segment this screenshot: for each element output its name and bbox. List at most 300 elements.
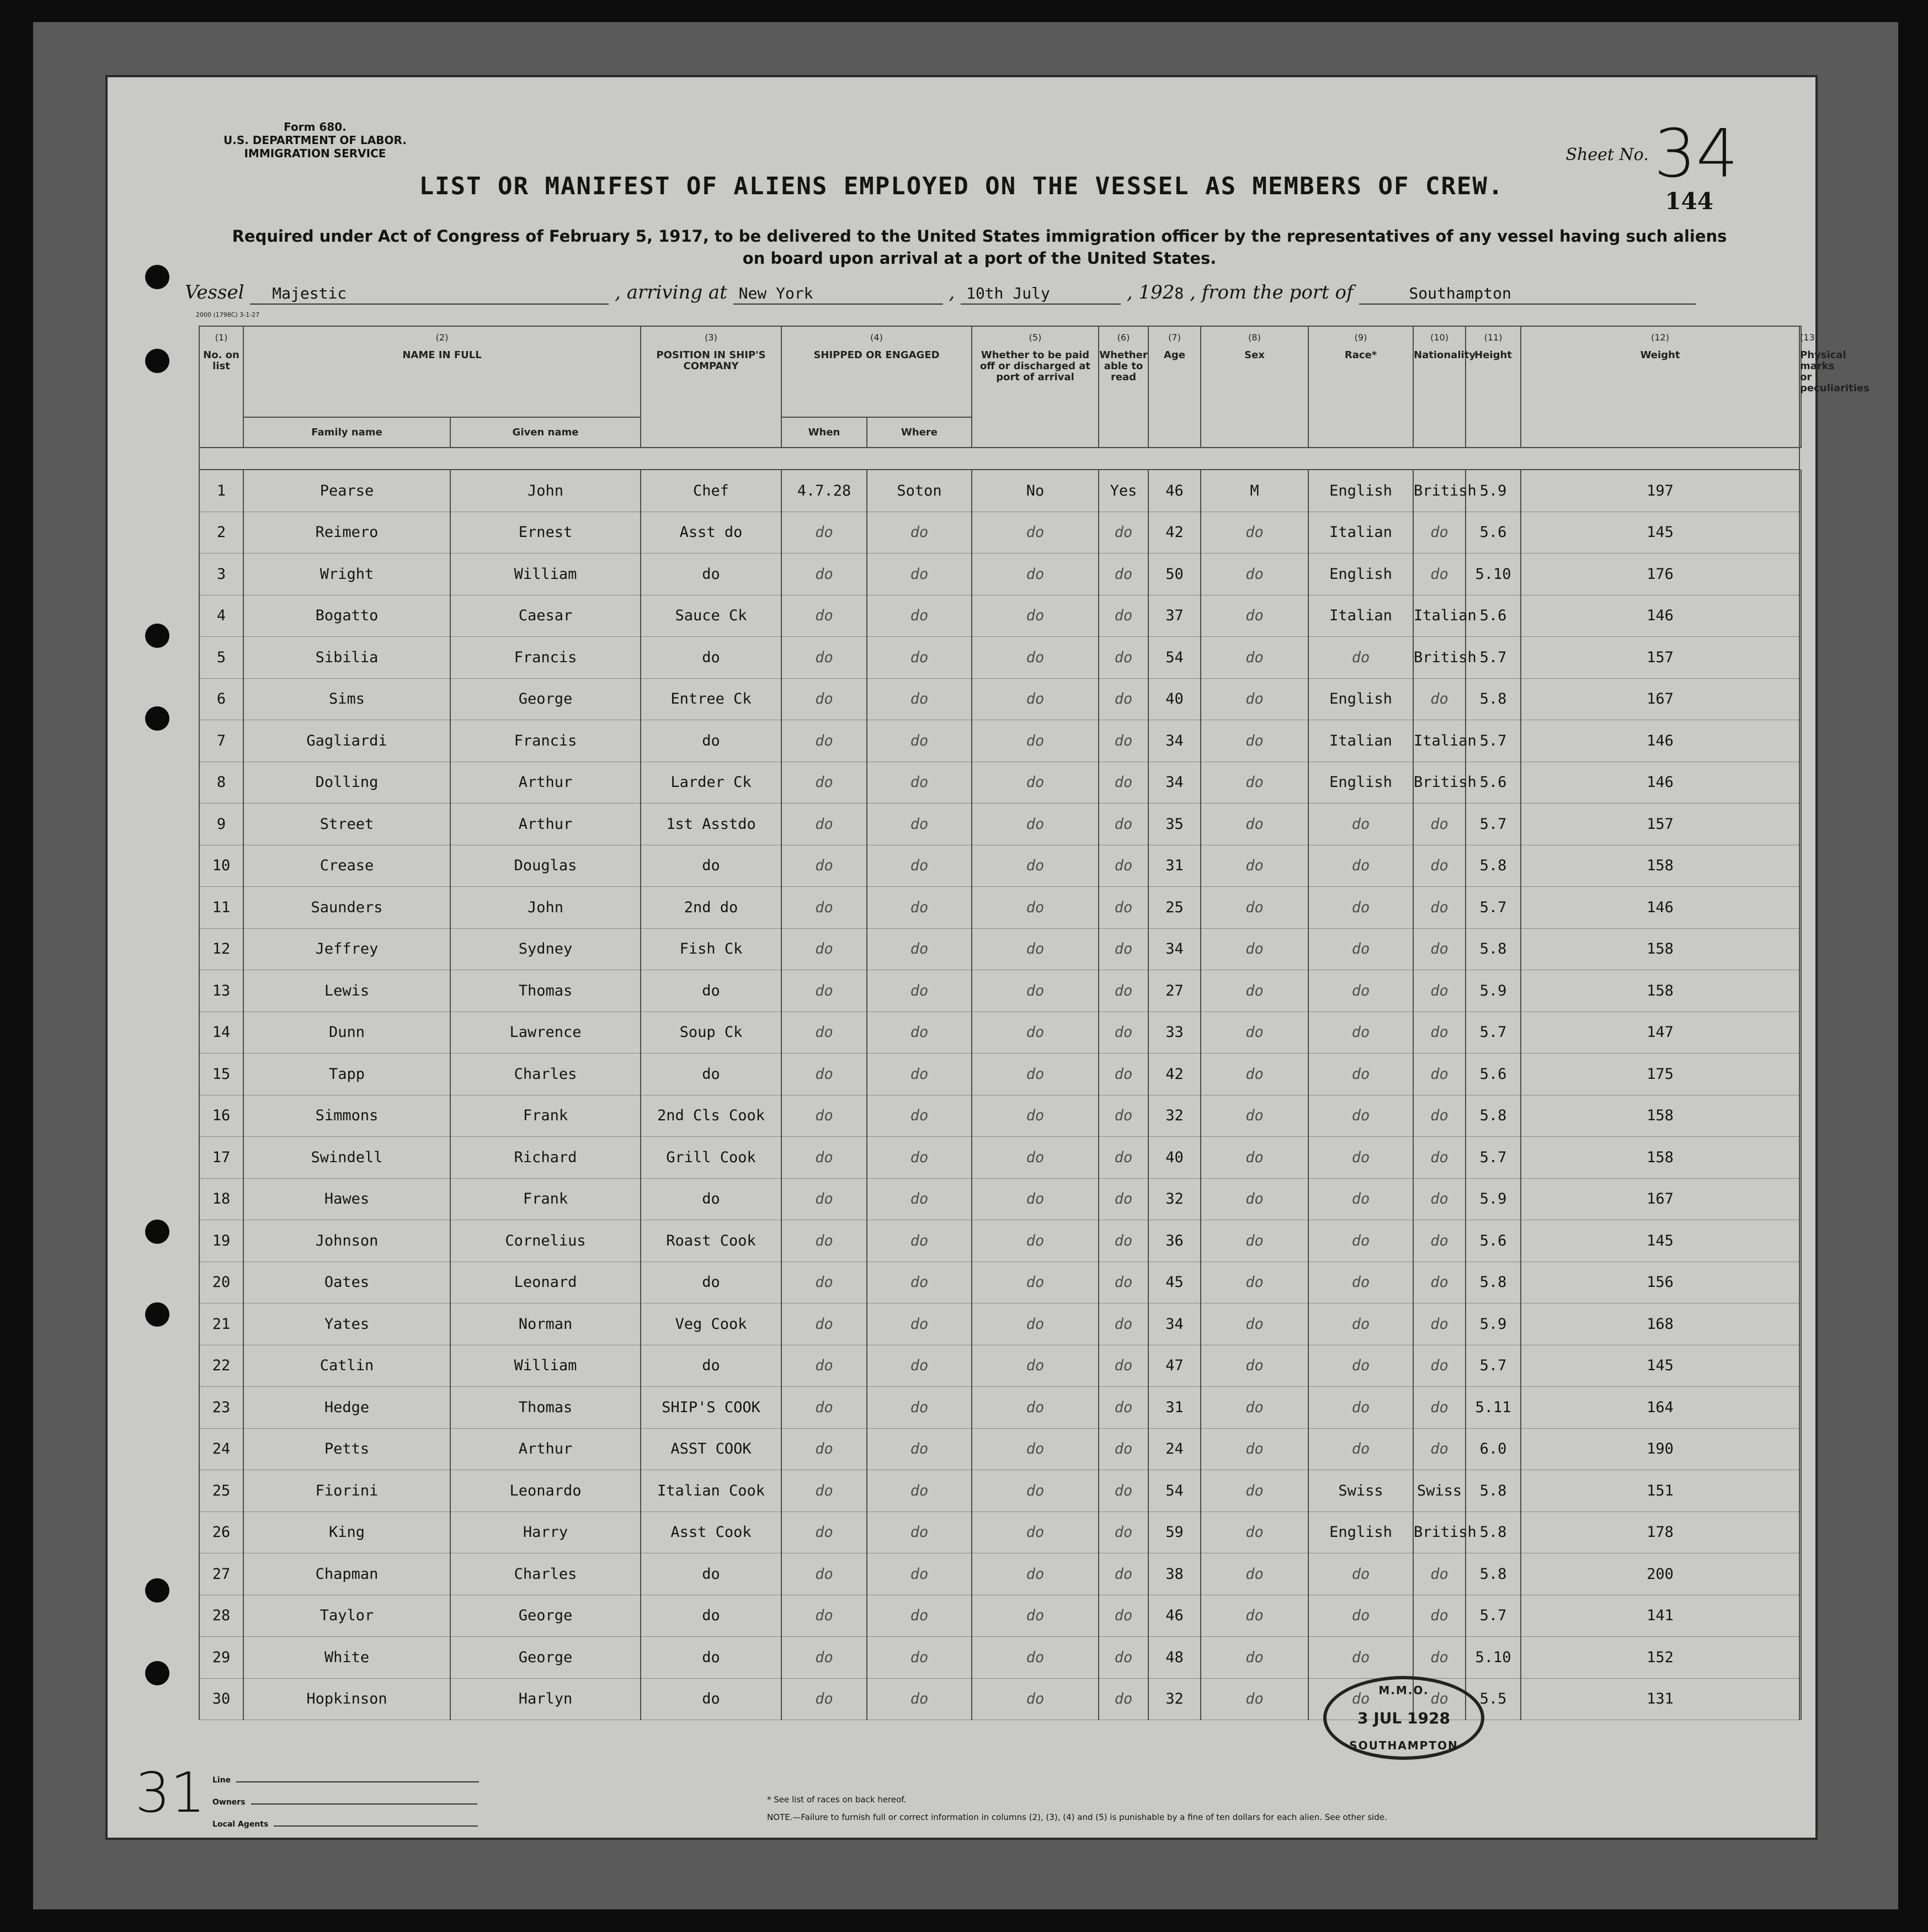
position-cell: Soup Ck bbox=[641, 1012, 781, 1053]
row-number-cell: 30 bbox=[199, 1678, 243, 1720]
race-cell: do bbox=[1308, 1137, 1413, 1179]
sex-cell: do bbox=[1201, 1345, 1308, 1387]
table-row bbox=[199, 1637, 1801, 1679]
position-cell: ASST COOK bbox=[641, 1428, 781, 1470]
paid-off-cell: do bbox=[972, 595, 1099, 637]
marks-cell bbox=[1799, 595, 1801, 637]
given-name-cell: Ernest bbox=[450, 512, 641, 553]
row-number-cell: 8 bbox=[199, 762, 243, 803]
manifest-rows bbox=[199, 470, 1801, 1720]
shipped-when-cell: do bbox=[781, 1511, 867, 1553]
shipped-where-cell: do bbox=[867, 845, 972, 887]
marks-cell bbox=[1799, 512, 1801, 553]
vessel-label: Vessel bbox=[185, 281, 244, 304]
shipped-where-cell: do bbox=[867, 637, 972, 679]
sheet-number bbox=[1565, 99, 1738, 193]
race-cell: do bbox=[1308, 1012, 1413, 1053]
weight-cell: 157 bbox=[1521, 637, 1799, 679]
sex-cell: do bbox=[1201, 970, 1308, 1012]
paid-off-cell: do bbox=[972, 1553, 1099, 1595]
age-cell: 25 bbox=[1148, 887, 1201, 929]
shipped-when-cell: do bbox=[781, 970, 867, 1012]
shipped-when-cell: do bbox=[781, 1012, 867, 1053]
marks-cell bbox=[1799, 1178, 1801, 1220]
col-family-header: Family name bbox=[243, 417, 450, 448]
sheet-label: Sheet No. bbox=[1565, 145, 1649, 164]
sheet-handwritten-number: 34 bbox=[1654, 116, 1738, 193]
race-cell: do bbox=[1308, 928, 1413, 970]
age-cell: 34 bbox=[1148, 762, 1201, 803]
row-number-cell: 19 bbox=[199, 1220, 243, 1262]
row-number-cell: 1 bbox=[199, 470, 243, 512]
nationality-cell: do bbox=[1413, 845, 1466, 887]
age-cell: 42 bbox=[1148, 1053, 1201, 1095]
family-name-cell: Lewis bbox=[243, 970, 450, 1012]
marks-cell bbox=[1799, 1553, 1801, 1595]
paid-off-cell: do bbox=[972, 845, 1099, 887]
shipped-when-cell: do bbox=[781, 637, 867, 679]
position-cell: do bbox=[641, 1345, 781, 1387]
position-cell: do bbox=[641, 1553, 781, 1595]
sex-cell: do bbox=[1201, 1553, 1308, 1595]
position-cell: do bbox=[641, 1053, 781, 1095]
sex-cell: do bbox=[1201, 1511, 1308, 1553]
position-cell: SHIP'S COOK bbox=[641, 1387, 781, 1429]
height-cell: 5.7 bbox=[1466, 887, 1521, 929]
able-to-read-cell: do bbox=[1099, 1220, 1148, 1262]
shipped-when-cell: do bbox=[781, 887, 867, 929]
age-cell: 54 bbox=[1148, 1470, 1201, 1512]
row-number-cell: 24 bbox=[199, 1428, 243, 1470]
given-name-cell: George bbox=[450, 1595, 641, 1637]
punch-hole bbox=[145, 1661, 169, 1685]
able-to-read-cell: do bbox=[1099, 1345, 1148, 1387]
table-row bbox=[199, 470, 1801, 512]
table-row bbox=[199, 928, 1801, 970]
marks-cell bbox=[1799, 970, 1801, 1012]
height-cell: 5.8 bbox=[1466, 1262, 1521, 1303]
weight-cell: 141 bbox=[1521, 1595, 1799, 1637]
height-cell: 5.6 bbox=[1466, 1053, 1521, 1095]
given-name-cell: Arthur bbox=[450, 762, 641, 803]
table-row bbox=[199, 595, 1801, 637]
marks-cell bbox=[1799, 1428, 1801, 1470]
shipped-where-cell: do bbox=[867, 1678, 972, 1720]
from-label: , from the port of bbox=[1190, 281, 1354, 304]
col-height-header: (11) Height bbox=[1466, 326, 1521, 448]
document-title: LIST OR MANIFEST OF ALIENS EMPLOYED ON THE VESSEL AS MEMBERS OF CREW. bbox=[419, 172, 1504, 200]
weight-cell: 164 bbox=[1521, 1387, 1799, 1429]
table-row bbox=[199, 1137, 1801, 1179]
shipped-when-cell: do bbox=[781, 1220, 867, 1262]
family-name-cell: Chapman bbox=[243, 1553, 450, 1595]
table-row bbox=[199, 1178, 1801, 1220]
age-cell: 27 bbox=[1148, 970, 1201, 1012]
paid-off-cell: do bbox=[972, 1678, 1099, 1720]
paid-off-cell: do bbox=[972, 928, 1099, 970]
able-to-read-cell: do bbox=[1099, 678, 1148, 720]
form-code: 2000 (1798C) 3-1-27 bbox=[196, 311, 260, 318]
row-number-cell: 23 bbox=[199, 1387, 243, 1429]
manifest-sheet bbox=[108, 77, 1870, 1838]
col-when-header: When bbox=[781, 417, 867, 448]
table-row bbox=[199, 1470, 1801, 1512]
given-name-cell: John bbox=[450, 887, 641, 929]
family-name-cell: Saunders bbox=[243, 887, 450, 929]
punch-hole bbox=[145, 706, 169, 731]
punch-hole bbox=[145, 624, 169, 648]
form-header bbox=[223, 120, 407, 160]
stamp-bottom-text: SOUTHAMPTON bbox=[1349, 1739, 1458, 1752]
position-cell: do bbox=[641, 1637, 781, 1679]
sex-cell: do bbox=[1201, 762, 1308, 803]
marks-cell bbox=[1799, 1678, 1801, 1720]
marks-cell bbox=[1799, 1511, 1801, 1553]
paid-off-cell: do bbox=[972, 1178, 1099, 1220]
height-cell: 5.9 bbox=[1466, 1303, 1521, 1345]
position-cell: Veg Cook bbox=[641, 1303, 781, 1345]
shipped-when-cell: do bbox=[781, 595, 867, 637]
row-number-cell: 5 bbox=[199, 637, 243, 679]
height-cell: 5.6 bbox=[1466, 512, 1521, 553]
position-cell: do bbox=[641, 1595, 781, 1637]
row-number-cell: 9 bbox=[199, 803, 243, 845]
age-cell: 45 bbox=[1148, 1262, 1201, 1303]
race-cell: do bbox=[1308, 1428, 1413, 1470]
col-age-header: (7) Age bbox=[1148, 326, 1201, 448]
shipped-where-cell: do bbox=[867, 1511, 972, 1553]
weight-cell: 146 bbox=[1521, 595, 1799, 637]
able-to-read-cell: do bbox=[1099, 1595, 1148, 1637]
shipped-when-cell: do bbox=[781, 1262, 867, 1303]
age-cell: 46 bbox=[1148, 1595, 1201, 1637]
race-cell: do bbox=[1308, 1345, 1413, 1387]
arriving-label: , arriving at bbox=[615, 281, 727, 304]
position-cell: Roast Cook bbox=[641, 1220, 781, 1262]
row-number-cell: 21 bbox=[199, 1303, 243, 1345]
shipped-when-cell: do bbox=[781, 1470, 867, 1512]
shipped-where-cell: do bbox=[867, 1262, 972, 1303]
paid-off-cell: do bbox=[972, 887, 1099, 929]
nationality-cell: do bbox=[1413, 1095, 1466, 1137]
age-cell: 36 bbox=[1148, 1220, 1201, 1262]
shipped-when-cell: do bbox=[781, 553, 867, 595]
marks-cell bbox=[1799, 1387, 1801, 1429]
paid-off-cell: do bbox=[972, 1012, 1099, 1053]
race-cell: Italian bbox=[1308, 595, 1413, 637]
row-number-cell: 26 bbox=[199, 1511, 243, 1553]
given-name-cell: William bbox=[450, 553, 641, 595]
table-row bbox=[199, 803, 1801, 845]
nationality-cell: do bbox=[1413, 1220, 1466, 1262]
given-name-cell: Thomas bbox=[450, 1387, 641, 1429]
able-to-read-cell: do bbox=[1099, 1553, 1148, 1595]
table-row bbox=[199, 1345, 1801, 1387]
table-row bbox=[199, 1262, 1801, 1303]
shipped-when-cell: do bbox=[781, 1178, 867, 1220]
shipped-where-cell: do bbox=[867, 1137, 972, 1179]
form-number: Form 680. bbox=[284, 120, 347, 134]
sex-cell: do bbox=[1201, 1637, 1308, 1679]
table-row bbox=[199, 553, 1801, 595]
paid-off-cell: do bbox=[972, 1095, 1099, 1137]
shipped-when-cell: do bbox=[781, 1428, 867, 1470]
able-to-read-cell: do bbox=[1099, 928, 1148, 970]
table-row bbox=[199, 637, 1801, 679]
able-to-read-cell: do bbox=[1099, 1511, 1148, 1553]
able-to-read-cell: do bbox=[1099, 1178, 1148, 1220]
family-name-cell: Catlin bbox=[243, 1345, 450, 1387]
height-cell: 5.7 bbox=[1466, 803, 1521, 845]
age-cell: 34 bbox=[1148, 928, 1201, 970]
able-to-read-cell: do bbox=[1099, 1012, 1148, 1053]
position-cell: do bbox=[641, 637, 781, 679]
weight-cell: 151 bbox=[1521, 1470, 1799, 1512]
able-to-read-cell: do bbox=[1099, 512, 1148, 553]
family-name-cell: Wright bbox=[243, 553, 450, 595]
height-cell: 5.8 bbox=[1466, 845, 1521, 887]
sex-cell: do bbox=[1201, 1095, 1308, 1137]
race-cell: do bbox=[1308, 1678, 1413, 1720]
shipped-where-cell: do bbox=[867, 553, 972, 595]
age-cell: 32 bbox=[1148, 1095, 1201, 1137]
row-number-cell: 7 bbox=[199, 720, 243, 762]
height-cell: 5.7 bbox=[1466, 1345, 1521, 1387]
family-name-cell: Hopkinson bbox=[243, 1678, 450, 1720]
table-row bbox=[199, 970, 1801, 1012]
nationality-cell: do bbox=[1413, 553, 1466, 595]
age-cell: 47 bbox=[1148, 1345, 1201, 1387]
nationality-cell: British bbox=[1413, 762, 1466, 803]
table-row bbox=[199, 1220, 1801, 1262]
weight-cell: 158 bbox=[1521, 970, 1799, 1012]
nationality-cell: do bbox=[1413, 678, 1466, 720]
able-to-read-cell: do bbox=[1099, 1428, 1148, 1470]
sex-cell: do bbox=[1201, 1012, 1308, 1053]
family-name-cell: Johnson bbox=[243, 1220, 450, 1262]
shipped-when-cell: do bbox=[781, 1137, 867, 1179]
marks-cell bbox=[1799, 1053, 1801, 1095]
shipped-where-cell: do bbox=[867, 1637, 972, 1679]
position-cell: Asst Cook bbox=[641, 1511, 781, 1553]
age-cell: 34 bbox=[1148, 720, 1201, 762]
punch-hole bbox=[145, 1578, 169, 1603]
table-row bbox=[199, 1511, 1801, 1553]
sex-cell: do bbox=[1201, 1053, 1308, 1095]
paid-off-cell: do bbox=[972, 1220, 1099, 1262]
given-name-cell: Douglas bbox=[450, 845, 641, 887]
age-cell: 46 bbox=[1148, 470, 1201, 512]
race-cell: do bbox=[1308, 1178, 1413, 1220]
family-name-cell: King bbox=[243, 1511, 450, 1553]
immigration-stamp bbox=[1323, 1676, 1484, 1760]
shipped-where-cell: do bbox=[867, 1387, 972, 1429]
sex-cell: do bbox=[1201, 1595, 1308, 1637]
shipped-when-cell: do bbox=[781, 845, 867, 887]
shipped-where-cell: do bbox=[867, 1095, 972, 1137]
paid-off-cell: do bbox=[972, 803, 1099, 845]
shipped-where-cell: do bbox=[867, 970, 972, 1012]
age-cell: 37 bbox=[1148, 595, 1201, 637]
family-name-cell: Oates bbox=[243, 1262, 450, 1303]
weight-cell: 157 bbox=[1521, 803, 1799, 845]
arrival-port: New York bbox=[738, 284, 813, 302]
race-cell: English bbox=[1308, 1511, 1413, 1553]
marks-cell bbox=[1799, 1095, 1801, 1137]
marks-cell bbox=[1799, 678, 1801, 720]
row-number-cell: 4 bbox=[199, 595, 243, 637]
table-row bbox=[199, 1553, 1801, 1595]
able-to-read-cell: do bbox=[1099, 845, 1148, 887]
fine-note: NOTE.—Failure to furnish full or correct information in columns (2), (3), (4) and (5) is punishable by a fine of ten dollars for each alien. See other side. bbox=[767, 1812, 1387, 1822]
shipped-when-cell: do bbox=[781, 1553, 867, 1595]
stamp-date: 3 JUL 1928 bbox=[1357, 1709, 1450, 1727]
able-to-read-cell: do bbox=[1099, 762, 1148, 803]
paid-off-cell: No bbox=[972, 470, 1099, 512]
nationality-cell: do bbox=[1413, 970, 1466, 1012]
marks-cell bbox=[1799, 1637, 1801, 1679]
weight-cell: 145 bbox=[1521, 1345, 1799, 1387]
marks-cell bbox=[1799, 720, 1801, 762]
marks-cell bbox=[1799, 470, 1801, 512]
col-weight-header: (12) Weight bbox=[1521, 326, 1799, 448]
crew-manifest-table bbox=[199, 326, 1870, 1720]
height-cell: 5.10 bbox=[1466, 1637, 1521, 1679]
race-cell: English bbox=[1308, 470, 1413, 512]
height-cell: 5.10 bbox=[1466, 553, 1521, 595]
nationality-cell: do bbox=[1413, 1345, 1466, 1387]
weight-cell: 146 bbox=[1521, 887, 1799, 929]
height-cell: 5.7 bbox=[1466, 1595, 1521, 1637]
given-name-cell: Cornelius bbox=[450, 1220, 641, 1262]
row-number-cell: 14 bbox=[199, 1012, 243, 1053]
paid-off-cell: do bbox=[972, 553, 1099, 595]
age-cell: 31 bbox=[1148, 1387, 1201, 1429]
marks-cell bbox=[1799, 845, 1801, 887]
shipped-where-cell: do bbox=[867, 1595, 972, 1637]
weight-cell: 158 bbox=[1521, 928, 1799, 970]
paid-off-cell: do bbox=[972, 1345, 1099, 1387]
races-note: * See list of races on back hereof. bbox=[767, 1795, 907, 1805]
family-name-cell: Street bbox=[243, 803, 450, 845]
paid-off-cell: do bbox=[972, 1262, 1099, 1303]
table-row bbox=[199, 720, 1801, 762]
nationality-cell: do bbox=[1413, 512, 1466, 553]
weight-cell: 175 bbox=[1521, 1053, 1799, 1095]
row-number-cell: 10 bbox=[199, 845, 243, 887]
able-to-read-cell: do bbox=[1099, 1095, 1148, 1137]
sex-cell: do bbox=[1201, 678, 1308, 720]
col-where-header: Where bbox=[867, 417, 972, 448]
table-row bbox=[199, 1095, 1801, 1137]
paid-off-cell: do bbox=[972, 1053, 1099, 1095]
stamp-top-text: M.M.O. bbox=[1378, 1684, 1429, 1697]
row-number-cell: 16 bbox=[199, 1095, 243, 1137]
row-number-cell: 6 bbox=[199, 678, 243, 720]
weight-cell: 158 bbox=[1521, 845, 1799, 887]
shipped-where-cell: do bbox=[867, 1220, 972, 1262]
paid-off-cell: do bbox=[972, 512, 1099, 553]
shipped-when-cell: do bbox=[781, 1387, 867, 1429]
position-cell: Asst do bbox=[641, 512, 781, 553]
sex-cell: do bbox=[1201, 928, 1308, 970]
sex-cell: do bbox=[1201, 1220, 1308, 1262]
position-cell: 2nd do bbox=[641, 887, 781, 929]
family-name-cell: Sims bbox=[243, 678, 450, 720]
given-name-cell: John bbox=[450, 470, 641, 512]
height-cell: 5.7 bbox=[1466, 720, 1521, 762]
col-read-header: (6) Whether able to read bbox=[1099, 326, 1148, 448]
col-name-header: (2) NAME IN FULL bbox=[243, 326, 641, 417]
race-cell: do bbox=[1308, 845, 1413, 887]
position-cell: do bbox=[641, 720, 781, 762]
shipped-when-cell: do bbox=[781, 1053, 867, 1095]
family-name-cell: Petts bbox=[243, 1428, 450, 1470]
able-to-read-cell: do bbox=[1099, 803, 1148, 845]
sex-cell: do bbox=[1201, 595, 1308, 637]
punch-hole bbox=[145, 265, 169, 289]
shipped-where-cell: do bbox=[867, 1553, 972, 1595]
nationality-cell: do bbox=[1413, 1053, 1466, 1095]
shipped-when-cell: do bbox=[781, 1303, 867, 1345]
weight-cell: 167 bbox=[1521, 1178, 1799, 1220]
nationality-cell: do bbox=[1413, 803, 1466, 845]
paid-off-cell: do bbox=[972, 1511, 1099, 1553]
marks-cell bbox=[1799, 1220, 1801, 1262]
shipped-when-cell: do bbox=[781, 1678, 867, 1720]
given-name-cell: Sydney bbox=[450, 928, 641, 970]
family-name-cell: Pearse bbox=[243, 470, 450, 512]
sex-cell: do bbox=[1201, 845, 1308, 887]
sex-cell: do bbox=[1201, 720, 1308, 762]
given-name-cell: Frank bbox=[450, 1095, 641, 1137]
table-row bbox=[199, 1595, 1801, 1637]
nationality-cell: do bbox=[1413, 1387, 1466, 1429]
position-cell: Grill Cook bbox=[641, 1137, 781, 1179]
row-number-cell: 17 bbox=[199, 1137, 243, 1179]
given-name-cell: Richard bbox=[450, 1137, 641, 1179]
shipped-when-cell: do bbox=[781, 720, 867, 762]
given-name-cell: Francis bbox=[450, 637, 641, 679]
nationality-cell: British bbox=[1413, 1511, 1466, 1553]
height-cell: 5.8 bbox=[1466, 1095, 1521, 1137]
nationality-cell: do bbox=[1413, 1137, 1466, 1179]
shipped-when-cell: do bbox=[781, 678, 867, 720]
sex-cell: M bbox=[1201, 470, 1308, 512]
able-to-read-cell: do bbox=[1099, 1137, 1148, 1179]
sex-cell: do bbox=[1201, 1262, 1308, 1303]
shipped-when-cell: do bbox=[781, 1595, 867, 1637]
shipped-where-cell: do bbox=[867, 1012, 972, 1053]
family-name-cell: White bbox=[243, 1637, 450, 1679]
shipped-where-cell: do bbox=[867, 1178, 972, 1220]
given-name-cell: Charles bbox=[450, 1053, 641, 1095]
nationality-cell: do bbox=[1413, 1595, 1466, 1637]
position-cell: 1st Asstdo bbox=[641, 803, 781, 845]
shipped-where-cell: do bbox=[867, 512, 972, 553]
row-number-cell: 22 bbox=[199, 1345, 243, 1387]
shipped-when-cell: do bbox=[781, 512, 867, 553]
sex-cell: do bbox=[1201, 1428, 1308, 1470]
height-cell: 5.8 bbox=[1466, 1511, 1521, 1553]
row-number-cell: 28 bbox=[199, 1595, 243, 1637]
race-cell: Italian bbox=[1308, 720, 1413, 762]
col-marks-header: (13) Physical marks or peculiarities bbox=[1799, 326, 1801, 448]
marks-cell bbox=[1799, 1470, 1801, 1512]
race-cell: Italian bbox=[1308, 512, 1413, 553]
col-no-header: (1) No. on list bbox=[199, 326, 243, 448]
col-race-header: (9) Race* bbox=[1308, 326, 1413, 448]
